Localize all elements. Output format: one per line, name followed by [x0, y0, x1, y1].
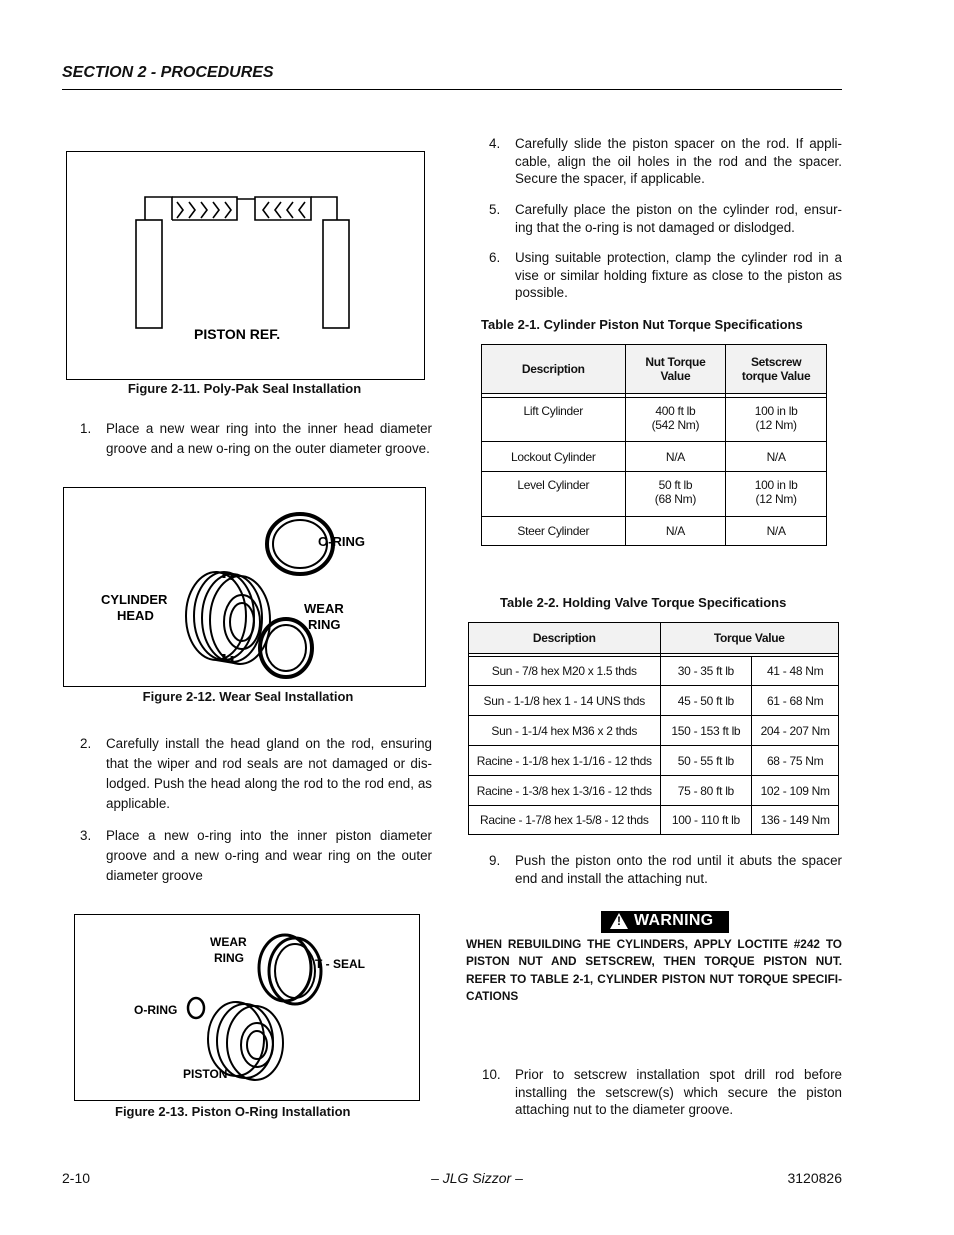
- step-2: [80, 734, 432, 818]
- footer-title: – JLG Sizzor –: [431, 1170, 523, 1186]
- step-4: [489, 135, 842, 195]
- table-2-2-caption: Table 2-2. Holding Valve Torque Specifications: [500, 595, 787, 610]
- figure-2-11-caption: Figure 2-11. Poly-Pak Seal Installation: [127, 381, 362, 396]
- warning-text: WHEN REBUILDING THE CYLINDERS, APPLY LOCTITE #242 TO PISTON NUT AND SETSCREW, THEN TORQUE PISTON NUT. REFER TO TABLE 2-1, CYLINDER PISTON NUT TORQUE SPECIFI-CATIONS: [466, 937, 842, 1004]
- step-text: Carefully install the head gland on the rod, ensuring that the wiper and rod seals are not damaged or dis-lodged. Push the head along the rod to the rod end, as applicable.: [106, 736, 432, 811]
- header-rule: [62, 89, 842, 90]
- header-description: Description: [482, 345, 626, 394]
- table-row: Level Cylinder 50 ft lb (68 Nm) 100 in lb (12 Nm): [482, 472, 827, 517]
- figure-2-13: [74, 914, 420, 1101]
- piston-ref-label: PISTON REF.: [194, 326, 281, 342]
- piston-label: PISTON: [183, 1067, 228, 1081]
- figure-2-12: [63, 487, 426, 687]
- table-2-2: [468, 622, 839, 835]
- table-row: Lift Cylinder 400 ft lb (542 Nm) 100 in lb (12 Nm): [482, 398, 827, 442]
- t-seal-label: T - SEAL: [315, 957, 365, 971]
- section-title: SECTION 2 - PROCEDURES: [62, 64, 274, 81]
- header-nut-torque: Nut Torque Value: [625, 345, 726, 394]
- step-1: [80, 419, 432, 483]
- table-header-row: [469, 623, 839, 654]
- step-5: [489, 201, 842, 241]
- step-text: Prior to setscrew installation spot drill rod before installing the setscrew(s) which secure the piston attaching nut to the diameter groove.: [515, 1067, 842, 1117]
- step-number: 6.: [489, 250, 501, 265]
- poly-pak-seal-illustration: [67, 152, 424, 379]
- document-number: 3120826: [787, 1170, 842, 1186]
- header-setscrew-torque: Setscrew torque Value: [726, 345, 827, 394]
- step-number: 5.: [489, 202, 501, 217]
- table-row: Racine - 1-1/8 hex 1-1/16 - 12 thds 50 - 55 ft lb 68 - 75 Nm: [469, 746, 839, 776]
- table-row: Sun - 1-1/4 hex M36 x 2 thds 150 - 153 ft lb 204 - 207 Nm: [469, 716, 839, 746]
- table-2-1-caption: Table 2-1. Cylinder Piston Nut Torque Specifications: [481, 317, 803, 332]
- step-number: 3.: [80, 828, 92, 843]
- step-text: Push the piston onto the rod until it abuts the spacer end and install the attaching nut.: [515, 853, 842, 886]
- figure-2-13-caption: Figure 2-13. Piston O-Ring Installation: [115, 1104, 351, 1119]
- figure-2-12-caption: Figure 2-12. Wear Seal Installation: [142, 689, 354, 704]
- step-number: 9.: [489, 853, 501, 868]
- step-number: 10.: [482, 1067, 501, 1082]
- step-10: [482, 1066, 842, 1126]
- table-row: Sun - 7/8 hex M20 x 1.5 thds 30 - 35 ft lb 41 - 48 Nm: [469, 657, 839, 686]
- step-6: [489, 249, 842, 309]
- figure-2-11: [66, 151, 425, 380]
- table-row: Sun - 1-1/8 hex 1 - 14 UNS thds 45 - 50 ft lb 61 - 68 Nm: [469, 686, 839, 716]
- ring-label: RING: [214, 951, 244, 965]
- piston-o-ring-illustration: [75, 915, 419, 1100]
- wear-label: WEAR: [304, 601, 344, 616]
- table-row: Steer Cylinder N/A N/A: [482, 517, 827, 546]
- table-2-1: [481, 344, 827, 546]
- table-row: Lockout Cylinder N/A N/A: [482, 442, 827, 472]
- step-text: Place a new o-ring into the inner piston diameter groove and a new o-ring and wear ring on the outer diameter groove: [106, 828, 432, 883]
- o-ring-label: O-RING: [134, 1003, 178, 1017]
- step-number: 4.: [489, 136, 501, 151]
- cylinder-label: CYLINDER: [101, 592, 168, 607]
- wear-label: WEAR: [210, 935, 247, 949]
- table-row: Racine - 1-3/8 hex 1-3/16 - 12 thds 75 - 80 ft lb 102 - 109 Nm: [469, 776, 839, 806]
- header-description: Description: [469, 623, 661, 654]
- warning-badge: [601, 911, 729, 933]
- step-text: Place a new wear ring into the inner head diameter groove and a new o-ring on the outer diameter groove.: [106, 421, 432, 456]
- ring-label: RING: [308, 617, 341, 632]
- wear-seal-illustration: [64, 488, 425, 686]
- step-3: [80, 826, 432, 890]
- page-number: 2-10: [62, 1170, 91, 1186]
- exclamation-icon: !: [617, 914, 621, 928]
- warning-label: WARNING: [634, 912, 714, 929]
- head-label: HEAD: [117, 608, 154, 623]
- step-text: Carefully place the piston on the cylinder rod, ensur-ing that the o-ring is not damaged or dislodged.: [515, 202, 842, 235]
- step-number: 2.: [80, 736, 92, 751]
- header-torque-value: Torque Value: [660, 623, 838, 654]
- table-row: Racine - 1-7/8 hex 1-5/8 - 12 thds 100 - 110 ft lb 136 - 149 Nm: [469, 806, 839, 835]
- table-header-row: [482, 345, 827, 394]
- step-text: Carefully slide the piston spacer on the rod. If appli-cable, align the oil holes in the rod and the spacer. Secure the spacer, if applicable.: [515, 136, 842, 186]
- step-text: Using suitable protection, clamp the cylinder rod in a vise or similar holding fixture as close to the piston as possible.: [515, 250, 842, 300]
- o-ring-label: O-RING: [318, 534, 365, 549]
- step-number: 1.: [80, 421, 92, 436]
- step-9: [489, 852, 842, 892]
